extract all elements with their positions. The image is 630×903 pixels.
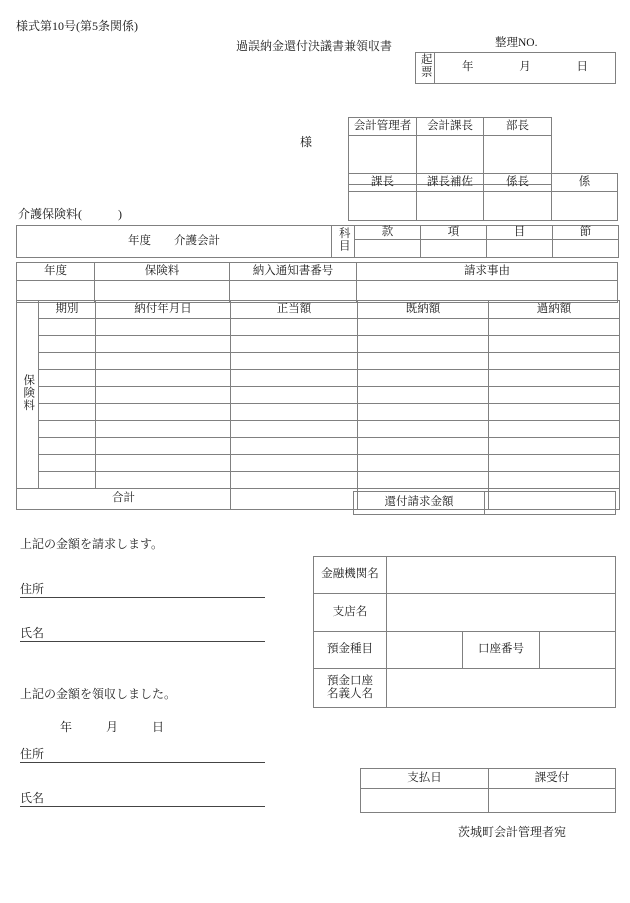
- claim-address-label: 住所: [20, 582, 45, 596]
- section-reception-value[interactable]: [489, 789, 616, 813]
- cell-period-6[interactable]: [39, 404, 96, 421]
- cell-period-2[interactable]: [39, 336, 96, 353]
- table-row: [17, 226, 619, 240]
- refund-claim-value[interactable]: [485, 492, 616, 515]
- cell-payment-date-4[interactable]: [96, 370, 231, 387]
- bank-institution-label: 金融機関名: [314, 557, 387, 594]
- drafting-month: 月: [519, 61, 531, 74]
- table-row: [314, 669, 616, 708]
- stamp-cell-section-chief[interactable]: [349, 192, 417, 221]
- drafting-label: 起票: [419, 53, 432, 79]
- cell-proper-amount-6[interactable]: [231, 404, 358, 421]
- stamp-title-staff: 係: [552, 174, 618, 192]
- cell-payment-date-7[interactable]: [96, 421, 231, 438]
- table-row: [17, 472, 620, 489]
- table-row: [17, 301, 620, 319]
- form-number: 様式第10号(第5条関係): [16, 19, 138, 33]
- cell-overpaid-amount-4[interactable]: [489, 370, 620, 387]
- section-reception-label: 課受付: [489, 769, 616, 789]
- payment-date-value[interactable]: [361, 789, 489, 813]
- cell-period-9[interactable]: [39, 455, 96, 472]
- table-row: [17, 387, 620, 404]
- stamp-title-department-head: 部長: [484, 118, 552, 136]
- account-holder-label-line1: 預金口座: [327, 674, 373, 687]
- account-holder-value[interactable]: [387, 669, 616, 708]
- table-row: [17, 370, 620, 387]
- cell-proper-amount-2[interactable]: [231, 336, 358, 353]
- refund-claim-table: [353, 491, 616, 515]
- col-overpaid-amount: 過納額: [489, 301, 620, 319]
- deposit-type-value[interactable]: [387, 632, 463, 669]
- cell-payment-date-8[interactable]: [96, 438, 231, 455]
- total-proper-amount[interactable]: [231, 489, 358, 510]
- stamp-title-subsection-chief: 係長: [484, 174, 552, 192]
- receipt-month: 月: [106, 720, 119, 734]
- table-row: [17, 455, 620, 472]
- cell-proper-amount-7[interactable]: [231, 421, 358, 438]
- table-row: [354, 492, 616, 515]
- cell-period-4[interactable]: [39, 370, 96, 387]
- cell-proper-amount-5[interactable]: [231, 387, 358, 404]
- cell-payment-date-2[interactable]: [96, 336, 231, 353]
- table-row: [17, 336, 620, 353]
- stamp-title-accounting-chief: 会計課長: [417, 118, 484, 136]
- receipt-statement: 上記の金額を領収しました。: [20, 687, 177, 701]
- deposit-type-label: 預金種目: [314, 632, 387, 669]
- table-row: [361, 769, 616, 789]
- cell-proper-amount-9[interactable]: [231, 455, 358, 472]
- receipt-address-field[interactable]: [20, 748, 44, 761]
- table-row: [349, 192, 618, 221]
- stamp-cell-deputy-section-chief[interactable]: [417, 192, 484, 221]
- cell-overpaid-amount-6[interactable]: [489, 404, 620, 421]
- premium-side-label-cell: [17, 301, 39, 489]
- cell-period-3[interactable]: [39, 353, 96, 370]
- cell-proper-amount-10[interactable]: [231, 472, 358, 489]
- drafting-year: 年: [462, 61, 474, 74]
- stamp-title-section-chief: 課長: [349, 174, 417, 192]
- subject-col-kan: 款: [355, 226, 421, 240]
- claim-address-field[interactable]: [20, 583, 44, 596]
- col-notice-number: 納入通知書番号: [230, 263, 357, 281]
- stamp-title-accounting-manager: 会計管理者: [349, 118, 417, 136]
- refund-claim-label: 還付請求金額: [354, 492, 485, 515]
- col-fiscal-year: 年度: [17, 263, 95, 281]
- receipt-date-line[interactable]: [60, 720, 164, 735]
- cell-overpaid-amount-3[interactable]: [489, 353, 620, 370]
- total-label: 合計: [17, 489, 231, 510]
- cell-paid-amount-7[interactable]: [358, 421, 489, 438]
- cell-payment-date-10[interactable]: [96, 472, 231, 489]
- cell-overpaid-amount-1[interactable]: [489, 319, 620, 336]
- cell-overpaid-amount-8[interactable]: [489, 438, 620, 455]
- claim-name-line[interactable]: [20, 641, 265, 642]
- subject-value-setsu[interactable]: [553, 240, 619, 258]
- drafting-label-cell: [416, 53, 435, 84]
- subject-col-ko: 項: [421, 226, 487, 240]
- subject-value-ko[interactable]: [421, 240, 487, 258]
- claim-address-line[interactable]: [20, 597, 265, 598]
- cell-overpaid-amount-5[interactable]: [489, 387, 620, 404]
- cell-period-1[interactable]: [39, 319, 96, 336]
- table-row: [314, 557, 616, 594]
- receipt-day: 日: [152, 720, 165, 734]
- premium-detail-table: [16, 300, 620, 510]
- cell-period-5[interactable]: [39, 387, 96, 404]
- cell-proper-amount-8[interactable]: [231, 438, 358, 455]
- col-proper-amount: 正当額: [231, 301, 358, 319]
- table-row: [17, 319, 620, 336]
- drafting-date-box: [415, 52, 616, 84]
- control-number-label: 整理NO.: [495, 37, 538, 49]
- approval-stamps-bottom: [348, 173, 618, 221]
- cell-paid-amount-5[interactable]: [358, 387, 489, 404]
- col-paid-amount: 既納額: [358, 301, 489, 319]
- receipt-name-line[interactable]: [20, 806, 265, 807]
- claim-name-field[interactable]: [20, 627, 44, 640]
- cell-overpaid-amount-7[interactable]: [489, 421, 620, 438]
- subject-value-moku[interactable]: [487, 240, 553, 258]
- account-number-label: 口座番号: [463, 632, 539, 669]
- cell-proper-amount-4[interactable]: [231, 370, 358, 387]
- account-holder-label-line2: 名義人名: [327, 688, 373, 700]
- cell-paid-amount-3[interactable]: [358, 353, 489, 370]
- bank-branch-label: 支店名: [314, 594, 387, 632]
- footer-addressee: 茨城町会計管理者宛: [458, 825, 567, 839]
- stamp-title-deputy-section-chief: 課長補佐: [417, 174, 484, 192]
- cell-overpaid-amount-2[interactable]: [489, 336, 620, 353]
- stamp-cell-staff[interactable]: [552, 192, 618, 221]
- cell-paid-amount-1[interactable]: [358, 319, 489, 336]
- bank-account-table: [313, 556, 616, 708]
- cell-payment-date-1[interactable]: [96, 319, 231, 336]
- table-row: [349, 174, 618, 192]
- cell-paid-amount-6[interactable]: [358, 404, 489, 421]
- cell-paid-amount-9[interactable]: [358, 455, 489, 472]
- cell-overpaid-amount-9[interactable]: [489, 455, 620, 472]
- cell-payment-date-5[interactable]: [96, 387, 231, 404]
- col-claim-reason: 請求事由: [357, 263, 618, 281]
- account-name-cell[interactable]: 年度 介護会計: [17, 226, 332, 258]
- addressee-honorific: 様: [300, 135, 313, 149]
- premium-side-label: 保険料: [22, 373, 35, 412]
- claim-statement: 上記の金額を請求します。: [20, 537, 164, 551]
- receipt-year: 年: [60, 720, 73, 734]
- table-row: [314, 594, 616, 632]
- subject-value-kan[interactable]: [355, 240, 421, 258]
- receipt-name-field[interactable]: [20, 792, 44, 805]
- cell-paid-amount-2[interactable]: [358, 336, 489, 353]
- receipt-name-label: 氏名: [20, 791, 45, 805]
- cell-period-7[interactable]: [39, 421, 96, 438]
- cell-overpaid-amount-10[interactable]: [489, 472, 620, 489]
- account-subject-table: [16, 225, 619, 258]
- cell-period-10[interactable]: [39, 472, 96, 489]
- bank-institution-value[interactable]: [387, 557, 616, 594]
- receipt-address-line[interactable]: [20, 762, 265, 763]
- payment-reception-table: [360, 768, 616, 813]
- cell-paid-amount-10[interactable]: [358, 472, 489, 489]
- cell-paid-amount-8[interactable]: [358, 438, 489, 455]
- subject-col-moku: 目: [487, 226, 553, 240]
- cell-payment-date-9[interactable]: [96, 455, 231, 472]
- account-holder-label: [314, 669, 387, 708]
- receipt-address-label: 住所: [20, 747, 45, 761]
- table-row: [17, 263, 618, 281]
- cell-proper-amount-3[interactable]: [231, 353, 358, 370]
- table-row: [349, 118, 552, 136]
- col-premium: 保険料: [95, 263, 230, 281]
- subject-label: 科目: [337, 227, 350, 252]
- table-row: [17, 404, 620, 421]
- stamp-cell-subsection-chief[interactable]: [484, 192, 552, 221]
- table-row: [361, 789, 616, 813]
- subject-label-cell: [332, 226, 355, 258]
- table-row: [314, 632, 616, 669]
- col-period: 期別: [39, 301, 96, 319]
- drafting-day: 日: [576, 61, 588, 74]
- detail-header-table: [16, 262, 618, 303]
- subject-col-setsu: 節: [553, 226, 619, 240]
- cell-period-8[interactable]: [39, 438, 96, 455]
- table-row: [17, 438, 620, 455]
- cell-payment-date-6[interactable]: [96, 404, 231, 421]
- cell-proper-amount-1[interactable]: [231, 319, 358, 336]
- cell-payment-date-3[interactable]: [96, 353, 231, 370]
- cell-paid-amount-4[interactable]: [358, 370, 489, 387]
- claim-name-label: 氏名: [20, 626, 45, 640]
- table-row: [17, 353, 620, 370]
- payment-date-label: 支払日: [361, 769, 489, 789]
- page-title: 過誤納金還付決議書兼領収書: [236, 39, 393, 53]
- col-payment-date: 納付年月日: [96, 301, 231, 319]
- drafting-date-cell[interactable]: [435, 53, 616, 84]
- account-number-value[interactable]: [539, 632, 615, 669]
- bank-branch-value[interactable]: [387, 594, 616, 632]
- table-row: [17, 421, 620, 438]
- insurance-heading: 介護保険料( ): [18, 207, 122, 221]
